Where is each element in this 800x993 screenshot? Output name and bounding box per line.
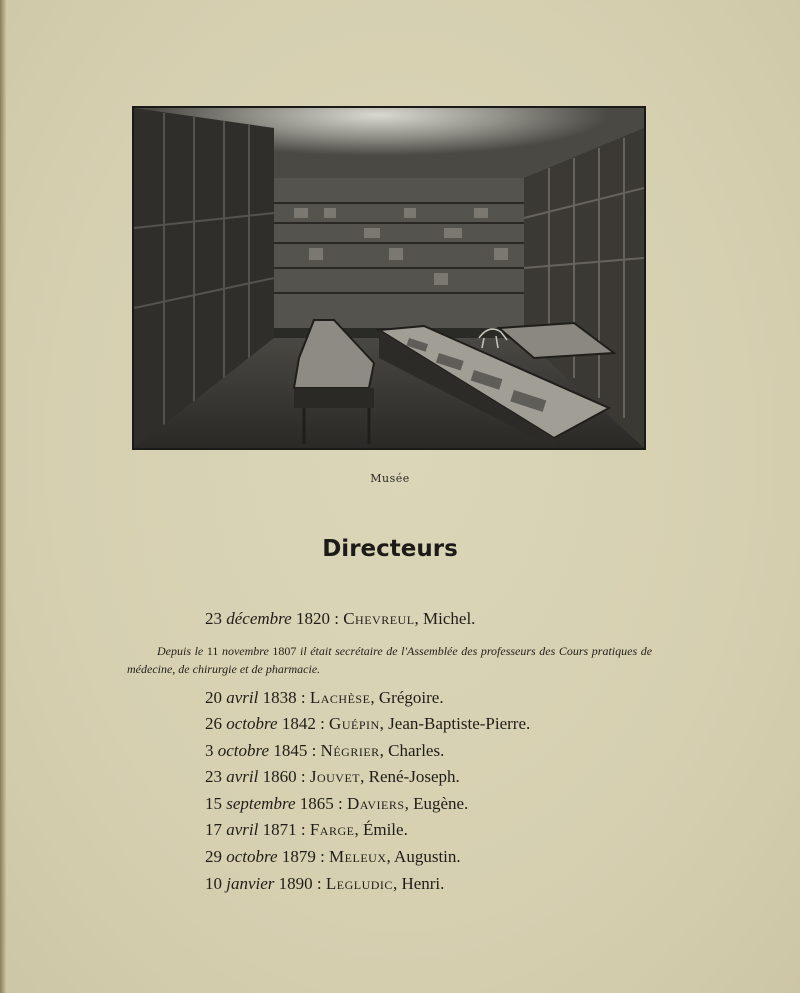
entry-month: avril — [226, 820, 259, 839]
entry-month: octobre — [226, 714, 278, 733]
entry-surname: Daviers — [346, 794, 405, 813]
entry-given-name: , Augustin. — [386, 847, 461, 866]
entry-surname: Chevreul — [343, 609, 415, 628]
entry-separator: : — [312, 874, 326, 893]
director-entry — [205, 714, 530, 734]
entry-separator: : — [333, 794, 347, 813]
director-entry — [205, 741, 444, 761]
entry-separator: : — [315, 714, 330, 733]
entry-day: 26 — [205, 714, 222, 733]
entry-separator: : — [296, 820, 310, 839]
page-binding-edge — [0, 0, 6, 993]
entry-year: 1845 — [273, 741, 308, 760]
director-entry — [205, 820, 408, 840]
entry-year: 1820 — [295, 609, 330, 628]
entry-day: 17 — [205, 820, 222, 839]
entry-separator: : — [296, 688, 310, 707]
entry-month: octobre — [217, 741, 270, 760]
entry-surname: Jouvet — [309, 767, 361, 786]
note-part: novembre — [218, 644, 273, 658]
entry-surname: Guépin — [329, 714, 380, 733]
entry-surname: Lachèse — [309, 688, 371, 707]
museum-photo — [132, 106, 646, 450]
entry-month: septembre — [226, 794, 296, 813]
entry-given-name: , Émile. — [354, 820, 408, 839]
note-year: 1807 — [272, 644, 297, 658]
footnote-text — [127, 642, 652, 678]
director-entry — [205, 847, 461, 867]
entry-given-name: , Henri. — [392, 874, 445, 893]
entry-separator: : — [307, 741, 321, 760]
note-part: il était secrétaire de l'Assemblée des professeurs des Cours pratiques de médecine, de chirurgie et de pharmacie. — [127, 644, 653, 676]
entry-year: 1865 — [299, 794, 334, 813]
entry-day: 15 — [205, 794, 222, 813]
entry-day: 3 — [205, 741, 214, 760]
director-entry — [205, 794, 468, 814]
entry-given-name: , Michel. — [414, 609, 476, 628]
note-part: Depuis le — [157, 644, 207, 658]
entry-given-name: , Grégoire. — [370, 688, 444, 707]
entry-day: 29 — [205, 847, 222, 866]
entry-separator: : — [329, 609, 344, 628]
entry-year: 1890 — [278, 874, 313, 893]
entry-given-name: , Eugène. — [404, 794, 469, 813]
section-heading: Directeurs — [322, 536, 458, 562]
photo-caption: Musée — [370, 472, 410, 485]
entry-given-name: , Charles. — [379, 741, 445, 760]
entry-surname: Négrier — [320, 741, 380, 760]
entry-day: 10 — [205, 874, 222, 893]
director-entry — [205, 874, 444, 894]
entry-surname: Meleux — [329, 847, 387, 866]
director-entry — [205, 767, 460, 787]
entry-month: janvier — [226, 874, 275, 893]
entry-day: 23 — [205, 767, 222, 786]
entry-year: 1860 — [262, 767, 297, 786]
entry-day: 23 — [205, 609, 222, 628]
entry-month: avril — [226, 688, 259, 707]
note-day: 11 — [206, 644, 219, 658]
museum-photo-illustration — [134, 108, 644, 448]
director-entry — [205, 688, 444, 708]
entry-day: 20 — [205, 688, 222, 707]
entry-month: décembre — [226, 609, 292, 628]
entry-surname: Farge — [309, 820, 355, 839]
entry-year: 1842 — [281, 714, 316, 733]
entry-given-name: , Jean-Baptiste-Pierre. — [379, 714, 531, 733]
director-entry-first — [205, 609, 475, 629]
entry-separator: : — [315, 847, 330, 866]
entry-month: avril — [226, 767, 259, 786]
entry-year: 1838 — [262, 688, 297, 707]
entry-year: 1879 — [281, 847, 316, 866]
entry-year: 1871 — [262, 820, 297, 839]
entry-separator: : — [296, 767, 310, 786]
entry-month: octobre — [226, 847, 278, 866]
entry-given-name: , René-Joseph. — [360, 767, 460, 786]
entry-surname: Legludic — [325, 874, 393, 893]
